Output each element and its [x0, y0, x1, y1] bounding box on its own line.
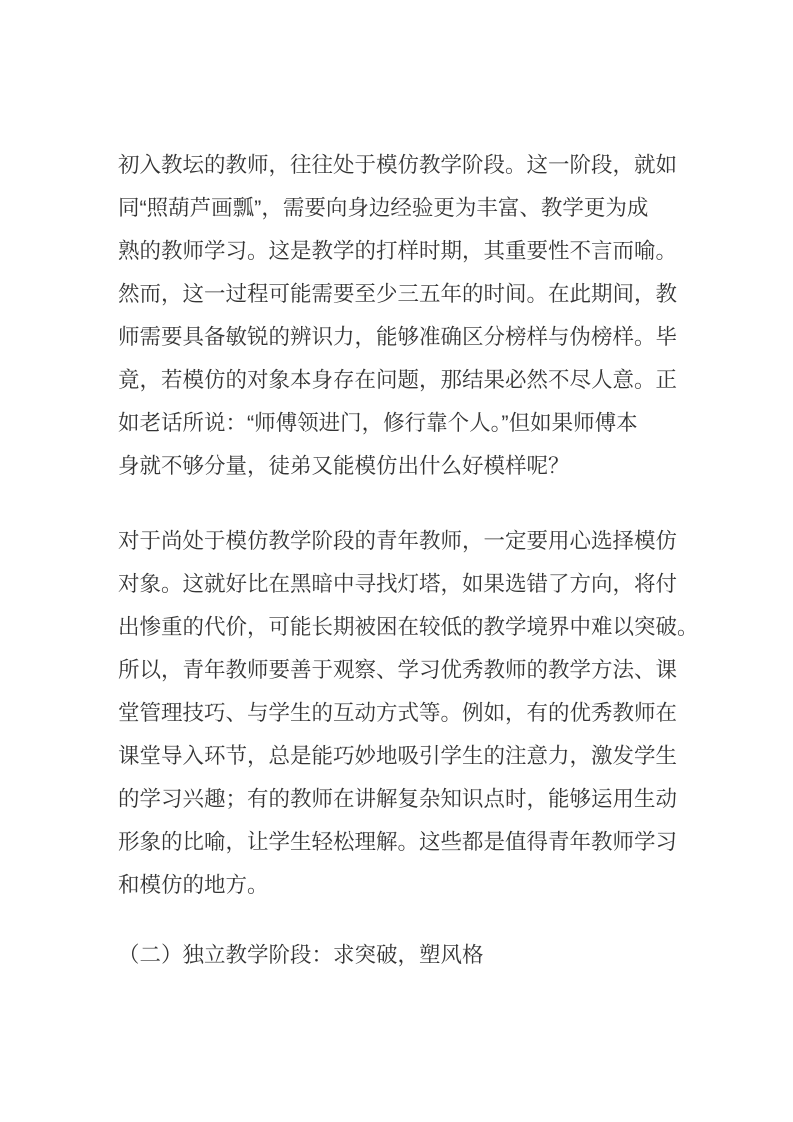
- text-line: 出惨重的代价，可能长期被困在较低的教学境界中难以突破。: [118, 615, 699, 639]
- text-line: 初入教坛的教师，往往处于模仿教学阶段。这一阶段，就如: [118, 153, 678, 177]
- text-line: 如老话所说：“师傅领进门，修行靠个人。”但如果师傅本: [118, 411, 638, 435]
- text-line: 对于尚处于模仿教学阶段的青年教师，一定要用心选择模仿: [118, 529, 678, 553]
- text-line: 堂管理技巧、与学生的互动方式等。例如，有的优秀教师在: [118, 701, 678, 725]
- section-heading: （二）独立教学阶段：求突破，塑风格: [118, 943, 484, 967]
- text-line: 同“照葫芦画瓢”，需要向身边经验更为丰富、教学更为成: [118, 196, 649, 220]
- text-line: 对象。这就好比在黑暗中寻找灯塔，如果选错了方向，将付: [118, 572, 678, 596]
- text-line: 熟的教师学习。这是教学的打样时期，其重要性不言而喻。: [118, 239, 678, 263]
- text-line: 身就不够分量，徒弟又能模仿出什么好模样呢？: [118, 454, 570, 478]
- document-content: [118, 144, 699, 977]
- text-line: 的学习兴趣；有的教师在讲解复杂知识点时，能够运用生动: [118, 787, 678, 811]
- text-line: 所以，青年教师要善于观察、学习优秀教师的教学方法、课: [118, 658, 678, 682]
- text-line: 竟，若模仿的对象本身存在问题，那结果必然不尽人意。正: [118, 368, 678, 392]
- text-line: 形象的比喻，让学生轻松理解。这些都是值得青年教师学习: [118, 830, 678, 854]
- text-line: 和模仿的地方。: [118, 873, 269, 897]
- text-line: 然而，这一过程可能需要至少三五年的时间。在此期间，教: [118, 282, 678, 306]
- text-line: 课堂导入环节，总是能巧妙地吸引学生的注意力，激发学生: [118, 744, 678, 768]
- paragraph: [118, 144, 678, 488]
- text-line: 师需要具备敏锐的辨识力，能够准确区分榜样与伪榜样。毕: [118, 325, 678, 349]
- paragraph: [118, 520, 699, 907]
